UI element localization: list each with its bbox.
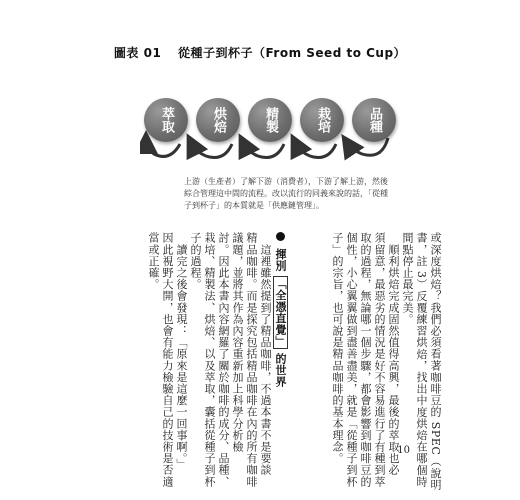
text-line: 個性，小心翼翼做到盡善盡美，就是「從種子到杯 (345, 232, 358, 488)
figure-title-text: 從種子到杯子（From Seed to Cup） (178, 46, 407, 60)
body-text-left (146, 232, 272, 488)
seed-to-cup-diagram (140, 88, 400, 168)
page-number: 10 (397, 445, 410, 456)
text-line: 因此視野大開，也會有能力檢驗自己的技術是否適 (161, 232, 174, 488)
text-line: 議題，並將其作為內容重新加上科學分析檢 (231, 232, 244, 453)
section-heading-prefix: 揮別 (274, 248, 287, 272)
text-line: 須留意，最惡劣的情況是好不容易進行了有種到萃 (373, 232, 386, 488)
text-line: 間點停止最完美。 (401, 232, 414, 325)
text-line: 讀完之後會發現：「原來是這麼一回事啊。」 (175, 232, 188, 471)
text-line: 當或正確。 (147, 232, 160, 290)
text-line: 子」的宗旨，也可說是精品咖啡的基本理念。 (331, 232, 344, 464)
text-line: 精品咖啡。而是探究包括精品咖啡在內的所有咖啡 (245, 232, 258, 488)
text-line: 子的過程。 (189, 232, 202, 290)
figure-caption: 上游（生產者）了解下游（消費者），下游了解上游，然後綜合管理這中間的流程。改以流行的同義來說的話，「從種子到杯子」的本質就是「供應鏈管理」。 (184, 177, 388, 210)
text-line: 或深度烘焙？我們必須看著咖啡豆的 SPEC（說明 (429, 232, 442, 491)
stage-variety: 品種 (352, 98, 396, 142)
section-heading (272, 232, 288, 388)
text-line: 討。因此本書內容網羅了關於咖啡的成分、品種、 (217, 232, 230, 488)
figure-number: 圖表 01 (113, 46, 162, 60)
stage-roasting: 烘焙 (196, 98, 240, 142)
stage-extraction: 萃取 (144, 98, 188, 142)
text-line: 順利烘焙完成固然值得高興，最後的萃取也必 (387, 232, 400, 476)
section-heading-suffix: 的世界 (274, 353, 287, 388)
text-line: 取的過程，無論哪一個步驟，都會影響到咖啡豆的 (359, 232, 372, 488)
text-line: 這裡雖然提到了精品咖啡，不過本書不是要談 (259, 232, 272, 476)
bullet-icon (276, 232, 285, 241)
stage-cultivation: 栽培 (300, 98, 344, 142)
section-heading-quoted: 「全憑直覺」 (274, 277, 287, 347)
figure-title (0, 44, 520, 61)
stage-refining: 精製 (248, 98, 292, 142)
text-line: 書，註 3）反覆練習烘焙，找出中度烘焙在哪個時 (415, 232, 428, 488)
text-line: 栽培、精製法、烘焙、以及萃取，囊括從種子到杯 (203, 232, 216, 488)
